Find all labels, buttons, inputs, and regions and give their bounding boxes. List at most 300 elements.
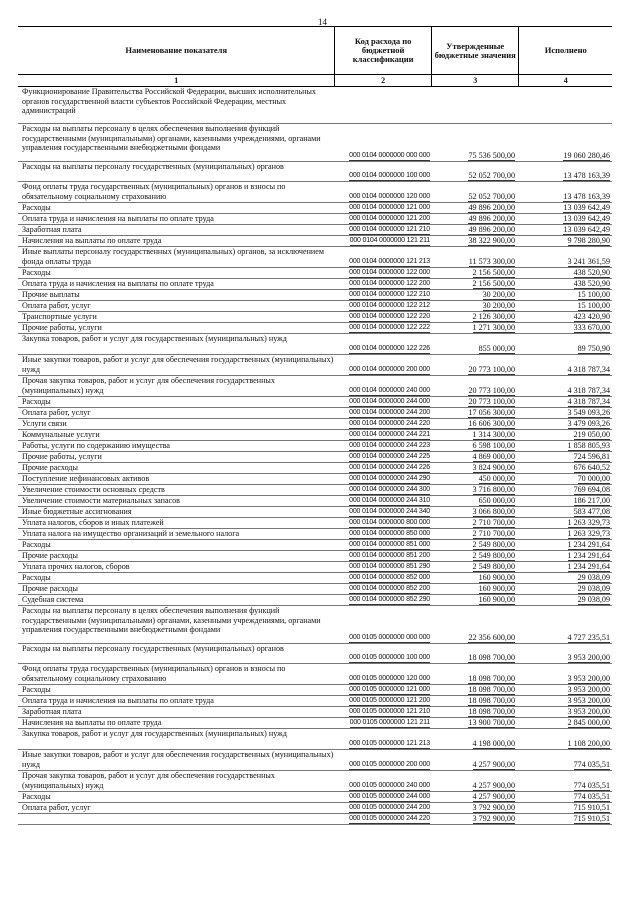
- row-code-cell: [336, 496, 432, 506]
- table-row: [18, 729, 612, 750]
- row-approved-cell: [432, 814, 519, 824]
- row-name: Расходы на выплаты персоналу государственных (муниципальных) органов: [22, 644, 284, 653]
- row-approved-cell: [432, 664, 519, 684]
- row-code: 000 0104 0000000 121 213: [349, 257, 430, 267]
- row-code: 000 0104 0000000 244 000: [349, 397, 430, 407]
- row-approved-cell: [432, 507, 519, 517]
- row-done: 3 953 200,00: [567, 695, 610, 705]
- row-name-cell: [18, 664, 336, 684]
- row-code: 000 0104 0000000 121 211: [350, 236, 430, 246]
- column-number: 3: [431, 75, 519, 86]
- row-approved: 1 314 300,00: [472, 429, 515, 439]
- row-code-cell: [336, 771, 432, 791]
- row-done: 15 100,00: [577, 289, 610, 299]
- row-approved: 20 773 100,00: [468, 364, 515, 374]
- row-approved: 18 098 700,00: [468, 684, 515, 694]
- row-name-cell: [18, 312, 336, 322]
- row-done: 13 039 642,49: [563, 213, 610, 223]
- row-approved: 2 710 700,00: [472, 517, 515, 527]
- row-approved: 4 257 900,00: [472, 791, 515, 801]
- row-approved-cell: [432, 290, 519, 300]
- row-done: 13 478 163,39: [563, 170, 610, 180]
- row-done-cell: [519, 87, 612, 123]
- row-name: Оплата работ, услуг: [22, 408, 91, 417]
- row-done: 583 477,08: [573, 506, 610, 516]
- row-approved-cell: [432, 685, 519, 695]
- row-done-cell: [519, 696, 612, 706]
- row-name-cell: [18, 606, 336, 643]
- row-name-cell: [18, 529, 336, 539]
- row-done-cell: [519, 750, 612, 770]
- row-approved: 450 000,00: [478, 473, 515, 483]
- row-name: Прочие работы, услуги: [22, 323, 102, 332]
- row-code-cell: [336, 430, 432, 440]
- row-code: 000 0104 0000000 244 290: [349, 474, 430, 484]
- table-row: [18, 463, 612, 474]
- row-approved: 4 198 000,00: [472, 738, 515, 748]
- row-done-cell: [519, 236, 612, 246]
- row-name-cell: [18, 696, 336, 706]
- row-done: 4 318 787,34: [567, 364, 610, 374]
- row-name-cell: [18, 441, 336, 451]
- row-name-cell: [18, 355, 336, 375]
- table-row: [18, 376, 612, 397]
- row-done: 1 858 805,93: [567, 440, 610, 450]
- row-approved: 2 549 800,00: [472, 550, 515, 560]
- row-code-cell: [336, 792, 432, 802]
- row-code: 000 0104 0000000 852 200: [349, 584, 430, 594]
- row-code-cell: [336, 718, 432, 728]
- row-name: Расходы: [22, 397, 51, 406]
- table-row: [18, 518, 612, 529]
- row-code-cell: [336, 397, 432, 407]
- row-code-cell: [336, 463, 432, 473]
- row-done-cell: [519, 573, 612, 583]
- row-approved-cell: [432, 496, 519, 506]
- row-done-cell: [519, 792, 612, 802]
- row-approved: 2 549 800,00: [472, 561, 515, 571]
- row-done: 1 234 291,64: [567, 539, 610, 549]
- row-approved-cell: [432, 334, 519, 354]
- table-row: [18, 595, 612, 606]
- row-code-cell: [336, 312, 432, 322]
- row-done-cell: [519, 214, 612, 224]
- row-name-cell: [18, 182, 336, 202]
- row-code: 000 0104 0000000 121 200: [349, 214, 430, 224]
- row-name: Закупка товаров, работ и услуг для государственных (муниципальных) нужд: [22, 334, 287, 343]
- row-name: Оплата труда и начисления на выплаты по оплате труда: [22, 214, 214, 223]
- row-done-cell: [519, 441, 612, 451]
- row-approved-cell: [432, 323, 519, 333]
- row-code: 000 0104 0000000 851 290: [349, 562, 430, 572]
- row-name: Начисления на выплаты по оплате труда: [22, 236, 162, 245]
- row-code: 000 0105 0000000 244 200: [349, 803, 430, 813]
- row-code-cell: [336, 225, 432, 235]
- row-done-cell: [519, 203, 612, 213]
- row-code-cell: [336, 124, 432, 161]
- row-done-cell: [519, 290, 612, 300]
- row-name: Уплата налогов, сборов и иных платежей: [22, 518, 164, 527]
- row-done: 715 910,51: [573, 813, 610, 823]
- row-code-cell: [336, 507, 432, 517]
- row-done: 1 234 291,64: [567, 550, 610, 560]
- row-done-cell: [519, 814, 612, 824]
- row-approved-cell: [432, 803, 519, 813]
- row-name-cell: [18, 551, 336, 561]
- row-name-cell: [18, 162, 336, 181]
- row-code: 000 0104 0000000 240 000: [349, 386, 430, 396]
- row-approved: 160 900,00: [478, 572, 515, 582]
- row-done-cell: [519, 323, 612, 333]
- row-done-cell: [519, 664, 612, 684]
- row-code: 000 0104 0000000 000 000: [349, 151, 430, 161]
- row-approved: 3 824 900,00: [472, 462, 515, 472]
- row-done: 438 520,90: [573, 278, 610, 288]
- table-row: [18, 696, 612, 707]
- row-done-cell: [519, 430, 612, 440]
- row-name-cell: [18, 397, 336, 407]
- row-name: Прочие расходы: [22, 551, 78, 560]
- row-name-cell: [18, 225, 336, 235]
- row-code: 000 0104 0000000 244 220: [349, 419, 430, 429]
- table-row: [18, 562, 612, 573]
- row-code: 000 0104 0000000 122 222: [349, 323, 430, 333]
- row-approved-cell: [432, 225, 519, 235]
- table-row: [18, 203, 612, 214]
- table-row: [18, 430, 612, 441]
- row-done-cell: [519, 279, 612, 289]
- table-row: [18, 452, 612, 463]
- row-name-cell: [18, 87, 336, 123]
- table-row: [18, 247, 612, 268]
- row-done-cell: [519, 463, 612, 473]
- row-code-cell: [336, 814, 432, 824]
- row-code-cell: [336, 518, 432, 528]
- row-code: 000 0104 0000000 122 000: [349, 268, 430, 278]
- row-approved: 4 257 900,00: [472, 780, 515, 790]
- row-code: 000 0105 0000000 200 000: [349, 760, 430, 770]
- row-name: Прочая закупка товаров, работ и услуг для обеспечения государственных (муниципальных) нужд: [22, 376, 275, 395]
- row-name: Расходы на выплаты персоналу в целях обеспечения выполнения функций государственными (муниципальными) органами, казенными учреждениями, органами управления государственными внебюджетными фондами: [22, 124, 321, 153]
- row-code-cell: [336, 707, 432, 717]
- table-row: [18, 573, 612, 584]
- row-approved-cell: [432, 397, 519, 407]
- row-code-cell: [336, 268, 432, 278]
- row-name-cell: [18, 474, 336, 484]
- row-code: 000 0105 0000000 244 220: [349, 814, 430, 824]
- row-name: Прочие расходы: [22, 584, 78, 593]
- table-row: [18, 301, 612, 312]
- row-done: 4 318 787,34: [567, 385, 610, 395]
- row-done: 3 953 200,00: [567, 652, 610, 662]
- row-approved-cell: [432, 279, 519, 289]
- table-row: [18, 540, 612, 551]
- row-approved: 20 773 100,00: [468, 385, 515, 395]
- row-name: Начисления на выплаты по оплате труда: [22, 718, 162, 727]
- row-approved-cell: [432, 750, 519, 770]
- table-header: [18, 26, 612, 75]
- row-name-cell: [18, 124, 336, 161]
- row-done-cell: [519, 803, 612, 813]
- row-name: Расходы: [22, 573, 51, 582]
- row-approved-cell: [432, 595, 519, 605]
- row-name-cell: [18, 301, 336, 311]
- table-row: [18, 718, 612, 729]
- row-done-cell: [519, 452, 612, 462]
- column-number: 4: [518, 75, 612, 86]
- row-done-cell: [519, 485, 612, 495]
- row-code-cell: [336, 203, 432, 213]
- row-code: 000 0105 0000000 121 210: [349, 707, 430, 717]
- row-approved-cell: [432, 355, 519, 375]
- row-code-cell: [336, 279, 432, 289]
- row-approved-cell: [432, 301, 519, 311]
- row-approved: 30 200,00: [482, 289, 515, 299]
- row-name: Расходы: [22, 268, 51, 277]
- row-approved-cell: [432, 203, 519, 213]
- table-row: [18, 771, 612, 792]
- table-row: [18, 750, 612, 771]
- row-name-cell: [18, 707, 336, 717]
- row-code: 000 0104 0000000 244 223: [349, 441, 430, 451]
- row-approved: 2 549 800,00: [472, 539, 515, 549]
- row-name-cell: [18, 268, 336, 278]
- row-approved-cell: [432, 729, 519, 749]
- table-row: [18, 312, 612, 323]
- row-code: 000 0104 0000000 122 212: [349, 301, 430, 311]
- row-code: 000 0104 0000000 200 000: [349, 365, 430, 375]
- row-code-cell: [336, 441, 432, 451]
- row-code-cell: [336, 290, 432, 300]
- row-approved: 18 098 700,00: [468, 652, 515, 662]
- row-code: 000 0105 0000000 240 000: [349, 781, 430, 791]
- row-code: 000 0104 0000000 851 000: [349, 540, 430, 550]
- row-name: Прочие работы, услуги: [22, 452, 102, 461]
- row-approved: 18 098 700,00: [468, 673, 515, 683]
- table-row: [18, 408, 612, 419]
- row-code-cell: [336, 595, 432, 605]
- row-code: 000 0104 0000000 244 226: [349, 463, 430, 473]
- row-name: Прочие расходы: [22, 463, 78, 472]
- row-approved-cell: [432, 551, 519, 561]
- row-code-cell: [336, 214, 432, 224]
- row-done-cell: [519, 584, 612, 594]
- row-name-cell: [18, 452, 336, 462]
- row-code-cell: [336, 562, 432, 572]
- row-name: Работы, услуги по содержанию имущества: [22, 441, 171, 450]
- row-done-cell: [519, 474, 612, 484]
- row-done-cell: [519, 507, 612, 517]
- row-done-cell: [519, 334, 612, 354]
- row-name: Расходы на выплаты персоналу в целях обеспечения выполнения функций государственными (муниципальными) органами, казенными учреждениями, органами управления государственными внебюджетными фондами: [22, 606, 321, 635]
- table-row: [18, 441, 612, 452]
- row-approved: 16 606 300,00: [468, 418, 515, 428]
- row-code: 000 0104 0000000 852 290: [349, 595, 430, 605]
- row-name-cell: [18, 247, 336, 267]
- row-code-cell: [336, 573, 432, 583]
- row-approved-cell: [432, 696, 519, 706]
- row-code: 000 0105 0000000 100 000: [349, 653, 430, 663]
- row-approved: 4 257 900,00: [472, 759, 515, 769]
- row-code-cell: [336, 301, 432, 311]
- table-row: [18, 814, 612, 825]
- row-code: 000 0105 0000000 244 000: [349, 792, 430, 802]
- row-code: 000 0104 0000000 120 000: [349, 192, 430, 202]
- row-code-cell: [336, 644, 432, 663]
- table-row: [18, 664, 612, 685]
- row-approved: 17 056 300,00: [468, 407, 515, 417]
- row-code-cell: [336, 750, 432, 770]
- row-name: Услуги связи: [22, 419, 67, 428]
- row-approved-cell: [432, 771, 519, 791]
- row-done: 774 035,51: [573, 780, 610, 790]
- row-approved: 160 900,00: [478, 594, 515, 604]
- table-row: [18, 182, 612, 203]
- row-done-cell: [519, 540, 612, 550]
- row-done-cell: [519, 124, 612, 161]
- row-approved-cell: [432, 124, 519, 161]
- row-name: Расходы: [22, 540, 51, 549]
- row-done-cell: [519, 606, 612, 643]
- row-done: 1 108 200,00: [567, 738, 610, 748]
- row-code: 000 0104 0000000 122 210: [349, 290, 430, 300]
- row-approved-cell: [432, 606, 519, 643]
- table-row: [18, 685, 612, 696]
- row-approved: 20 773 100,00: [468, 396, 515, 406]
- header-code: Код расхода по бюджетной классификации: [334, 27, 431, 74]
- column-number: 1: [174, 76, 179, 85]
- table-row: [18, 529, 612, 540]
- row-done: 89 750,90: [577, 343, 610, 353]
- row-name: Расходы на выплаты персоналу государственных (муниципальных) органов: [22, 162, 284, 171]
- row-name-cell: [18, 729, 336, 749]
- row-done: 9 798 280,90: [567, 235, 610, 245]
- row-done: 70 000,00: [577, 473, 610, 483]
- column-numbers: [18, 75, 612, 87]
- row-name: Увеличение стоимости основных средств: [22, 485, 165, 494]
- row-approved-cell: [432, 182, 519, 202]
- row-code: 000 0104 0000000 121 210: [349, 225, 430, 235]
- table-row: [18, 87, 612, 124]
- row-code-cell: [336, 485, 432, 495]
- row-code-cell: [336, 408, 432, 418]
- row-name-cell: [18, 485, 336, 495]
- row-code-cell: [336, 803, 432, 813]
- row-done: 29 038,09: [577, 583, 610, 593]
- row-done: 774 035,51: [573, 791, 610, 801]
- row-done-cell: [519, 397, 612, 407]
- row-approved: 4 869 000,00: [472, 451, 515, 461]
- row-approved-cell: [432, 408, 519, 418]
- row-approved: 2 710 700,00: [472, 528, 515, 538]
- row-done-cell: [519, 718, 612, 728]
- table-row: [18, 474, 612, 485]
- row-approved: 3 792 900,00: [472, 813, 515, 823]
- row-approved: 650 000,00: [478, 495, 515, 505]
- table-row: [18, 397, 612, 408]
- row-name: Заработная плата: [22, 225, 82, 234]
- row-done: 769 694,08: [573, 484, 610, 494]
- row-done-cell: [519, 529, 612, 539]
- row-done: 3 241 361,59: [567, 256, 610, 266]
- row-name: Расходы: [22, 792, 51, 801]
- table-row: [18, 707, 612, 718]
- row-done-cell: [519, 685, 612, 695]
- header-done: Исполнено: [518, 27, 612, 74]
- row-approved-cell: [432, 540, 519, 550]
- row-done: 3 953 200,00: [567, 673, 610, 683]
- header-name: Наименование показателя: [125, 45, 228, 56]
- row-code: 000 0105 0000000 121 200: [349, 696, 430, 706]
- table-row: [18, 214, 612, 225]
- row-done-cell: [519, 376, 612, 396]
- row-name: Уплата прочих налогов, сборов: [22, 562, 130, 571]
- row-approved: 18 098 700,00: [468, 706, 515, 716]
- row-name: Уплата налога на имущество организаций и земельного налога: [22, 529, 240, 538]
- table-row: [18, 507, 612, 518]
- row-name: Иные закупки товаров, работ и услуг для обеспечения государственных (муниципальных) нужд: [22, 750, 334, 769]
- table-row: [18, 236, 612, 247]
- row-name: Фонд оплаты труда государственных (муниципальных) органов и взносы по обязательному социальному страхованию: [22, 182, 286, 201]
- row-done: 3 953 200,00: [567, 706, 610, 716]
- row-approved: 13 900 700,00: [468, 717, 515, 727]
- row-name-cell: [18, 771, 336, 791]
- row-code: 000 0104 0000000 121 000: [349, 203, 430, 213]
- row-approved-cell: [432, 518, 519, 528]
- row-done-cell: [519, 644, 612, 663]
- row-done: 13 478 163,39: [563, 191, 610, 201]
- row-name-cell: [18, 214, 336, 224]
- row-done-cell: [519, 408, 612, 418]
- row-approved-cell: [432, 236, 519, 246]
- row-done: 1 263 329,73: [567, 528, 610, 538]
- row-code-cell: [336, 729, 432, 749]
- row-code: 000 0105 0000000 121 213: [349, 739, 430, 749]
- row-approved: 75 536 500,00: [468, 150, 515, 160]
- row-code-cell: [336, 685, 432, 695]
- row-approved-cell: [432, 441, 519, 451]
- row-code: 000 0104 0000000 244 225: [349, 452, 430, 462]
- row-code-cell: [336, 540, 432, 550]
- row-code: 000 0104 0000000 100 000: [349, 171, 430, 181]
- row-done-cell: [519, 771, 612, 791]
- row-done-cell: [519, 729, 612, 749]
- row-approved-cell: [432, 452, 519, 462]
- row-name: Увеличение стоимости материальных запасов: [22, 496, 181, 505]
- row-name-cell: [18, 792, 336, 802]
- row-approved: 49 896 200,00: [468, 202, 515, 212]
- row-approved: 52 052 700,00: [468, 191, 515, 201]
- row-approved: 38 322 900,00: [468, 235, 515, 245]
- table-row: [18, 268, 612, 279]
- row-name-cell: [18, 540, 336, 550]
- row-approved-cell: [432, 485, 519, 495]
- row-name-cell: [18, 584, 336, 594]
- row-name-cell: [18, 430, 336, 440]
- row-code: 000 0104 0000000 850 000: [349, 529, 430, 539]
- row-done: 3 479 093,26: [567, 418, 610, 428]
- row-approved: 3 716 800,00: [472, 484, 515, 494]
- row-name-cell: [18, 573, 336, 583]
- row-name: Судебная система: [22, 595, 84, 604]
- row-name: Иные бюджетные ассигнования: [22, 507, 132, 516]
- row-done: 13 039 642,49: [563, 202, 610, 212]
- row-name-cell: [18, 562, 336, 572]
- row-code-cell: [336, 452, 432, 462]
- row-name-cell: [18, 644, 336, 663]
- row-approved-cell: [432, 430, 519, 440]
- table-row: [18, 551, 612, 562]
